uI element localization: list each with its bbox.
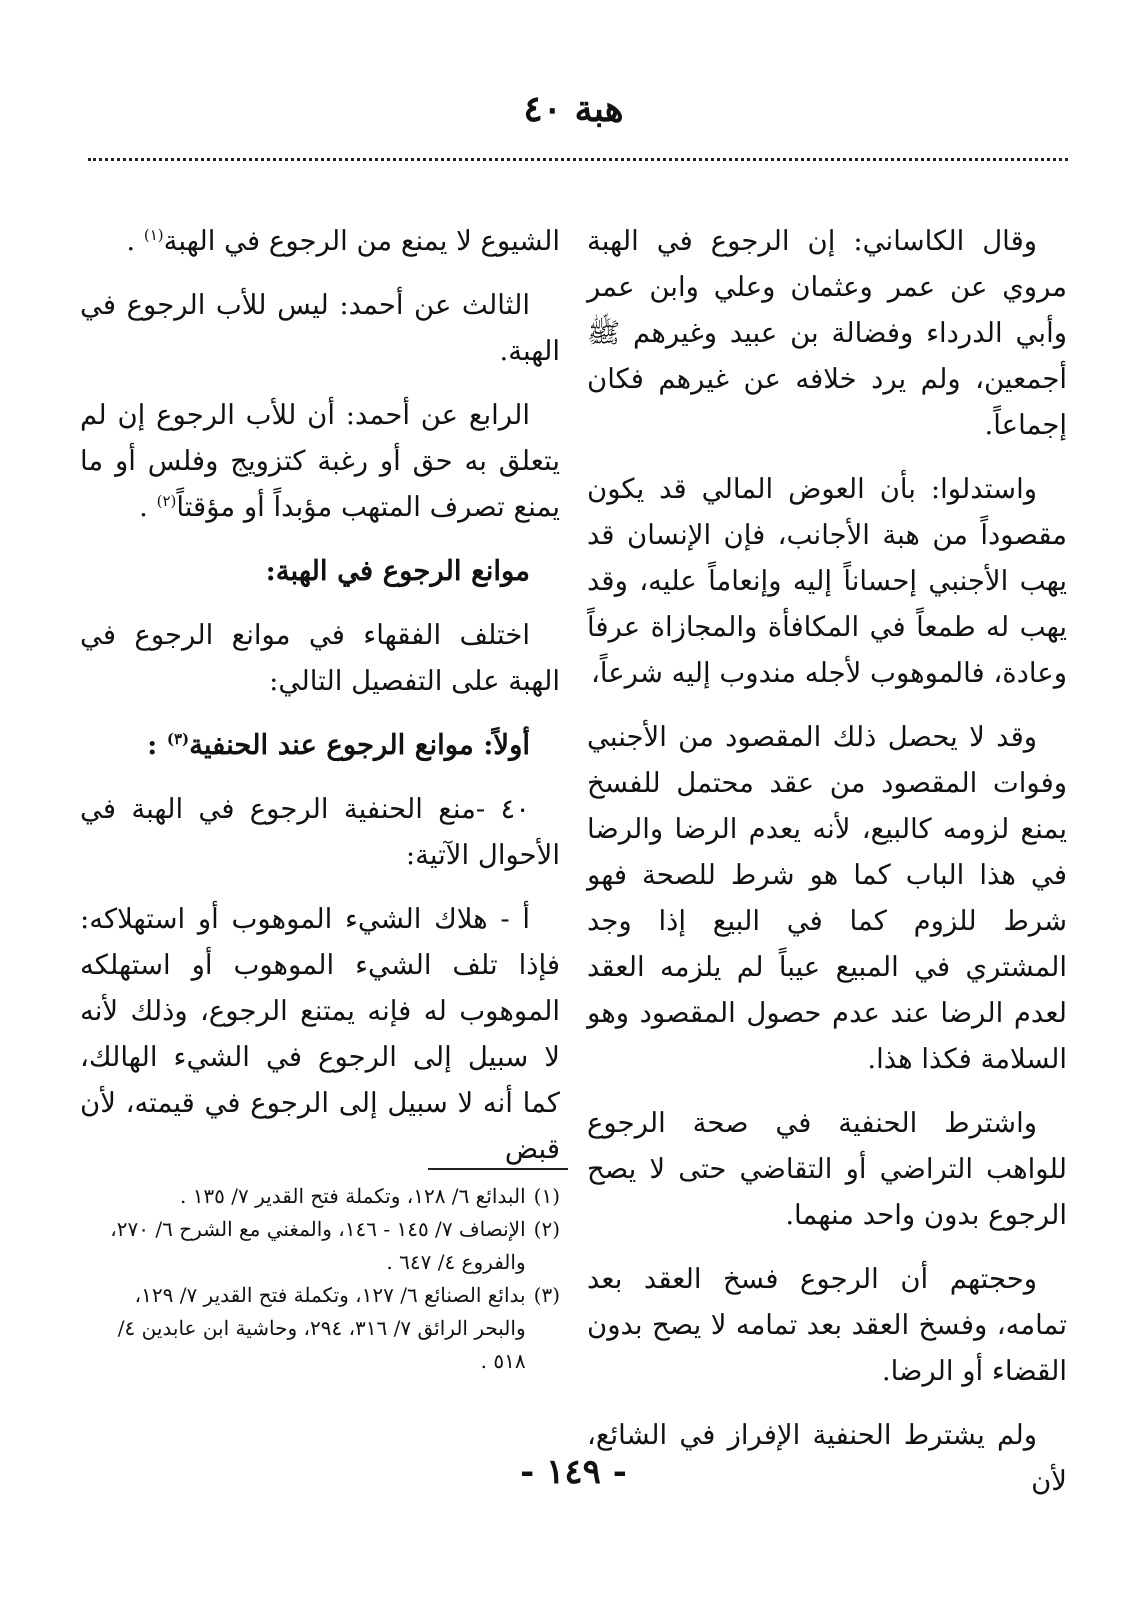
footnotes bbox=[80, 1180, 560, 1378]
footnote-2-number: (٢) bbox=[533, 1217, 560, 1241]
right-paragraph-3: وقد لا يحصل ذلك المقصود من الأجنبي وفوات المقصود من عقد محتمل للفسخ يمنع لزومه كالبيع، لأنه يعدم الرضا والرضا في هذا الباب كما هو شرط للصحة فهو شرط للزوم كما في البيع إذا وجد المشتري في المبيع عيباً لم يلزمه العقد لعدم الرضا عند عدم حصول المقصود وهو السلامة فكذا هذا. bbox=[587, 721, 1067, 1075]
left-paragraph-3 bbox=[80, 392, 560, 530]
section-heading-hanafi-end: : bbox=[147, 729, 158, 761]
right-paragraph-6: ولم يشترط الحنفية الإفراز في الشائع، لأن bbox=[587, 1419, 1067, 1497]
section-heading-hanafi-text: أولاً: موانع الرجوع عند الحنفية bbox=[189, 729, 530, 761]
footnote-2 bbox=[80, 1213, 560, 1279]
page-header-title: هبة ٤٠ bbox=[523, 88, 624, 130]
section-heading-barriers: موانع الرجوع في الهبة: bbox=[265, 555, 530, 587]
right-paragraph-2: واستدلوا: بأن العوض المالي قد يكون مقصوداً من هبة الأجانب، فإن الإنسان قد يهب الأجنبي إحساناً إليه وإنعاماً عليه، وقد يهب له طمعاً في المكافأة والمجازاة عرفاً وعادة، فالموهوب لأجله مندوب إليه شرعاً، bbox=[587, 473, 1067, 689]
footnote-1 bbox=[80, 1180, 560, 1213]
left-paragraph-4: اختلف الفقهاء في موانع الرجوع في الهبة على التفصيل التالي: bbox=[80, 619, 560, 697]
right-paragraph-4: واشترط الحنفية في صحة الرجوع للواهب التراضي أو التقاضي حتى لا يصح الرجوع بدون واحد منهما. bbox=[587, 1107, 1067, 1231]
left-paragraph-1 bbox=[80, 218, 560, 264]
left-paragraph-1-text: الشيوع لا يمنع من الرجوع في الهبة bbox=[163, 225, 560, 257]
right-column bbox=[587, 218, 1067, 1522]
left-paragraph-3-end: . bbox=[139, 491, 148, 523]
left-paragraph-3-text: الرابع عن أحمد: أن للأب الرجوع إن لم يتعلق به حق أو رغبة كتزويج وفلس أو ما يمنع تصرف المتهب مؤبداً أو مؤقتاً bbox=[80, 399, 560, 523]
right-paragraph-1: وقال الكاساني: إن الرجوع في الهبة مروي عن عمر وعثمان وعلي وابن عمر وأبي الدرداء وفضالة بن عبيد وغيرهم ﷺ أجمعين، ولم يرد خلافه عن غيرهم فكان إجماعاً. bbox=[587, 225, 1067, 441]
section-heading-hanafi bbox=[80, 722, 560, 768]
left-paragraph-2: الثالث عن أحمد: ليس للأب الرجوع في الهبة. bbox=[80, 289, 560, 367]
footnote-ref-3: (٣) bbox=[166, 729, 190, 748]
footnote-2-text: الإنصاف ٧/ ١٤٥ - ١٤٦، والمغني مع الشرح ٦/ ٢٧٠، والفروع ٤/ ٦٤٧ . bbox=[110, 1217, 526, 1274]
left-paragraph-5: ٤٠ -منع الحنفية الرجوع في الهبة في الأحوال الآتية: bbox=[80, 793, 560, 871]
left-paragraph-1-end: . bbox=[126, 225, 136, 257]
left-column bbox=[80, 218, 560, 1190]
footnote-separator bbox=[428, 1168, 568, 1170]
footnote-3-number: (٣) bbox=[533, 1283, 560, 1307]
footnote-1-number: (١) bbox=[533, 1184, 560, 1208]
right-paragraph-5: وحجتهم أن الرجوع فسخ العقد بعد تمامه، وفسخ العقد بعد تمامه لا يصح بدون القضاء أو الرضا. bbox=[587, 1263, 1067, 1387]
left-paragraph-6: أ - هلاك الشيء الموهوب أو استهلاكه: فإذا تلف الشيء الموهوب أو استهلكه الموهوب له فإنه يمتنع الرجوع، وذلك لأنه لا سبيل إلى الرجوع في الشيء الهالك، كما أنه لا سبيل إلى الرجوع في قيمته، لأن قبض bbox=[80, 903, 560, 1165]
footnote-ref-1: (١) bbox=[143, 225, 164, 244]
header-dotted-rule bbox=[88, 158, 1068, 161]
footnote-3-text: بدائع الصنائع ٦/ ١٢٧، وتكملة فتح القدير ٧/ ١٢٩، والبحر الرائق ٧/ ٣١٦، ٢٩٤، وحاشية ابن عابدين ٤/ ٥١٨ . bbox=[117, 1283, 526, 1373]
footnote-1-text: البدائع ٦/ ١٢٨، وتكملة فتح القدير ٧/ ١٣٥ . bbox=[179, 1184, 526, 1208]
footnote-3 bbox=[80, 1279, 560, 1378]
page-number: - ١٤٩ - bbox=[520, 1452, 627, 1492]
footnote-ref-2: (٢) bbox=[156, 491, 177, 510]
